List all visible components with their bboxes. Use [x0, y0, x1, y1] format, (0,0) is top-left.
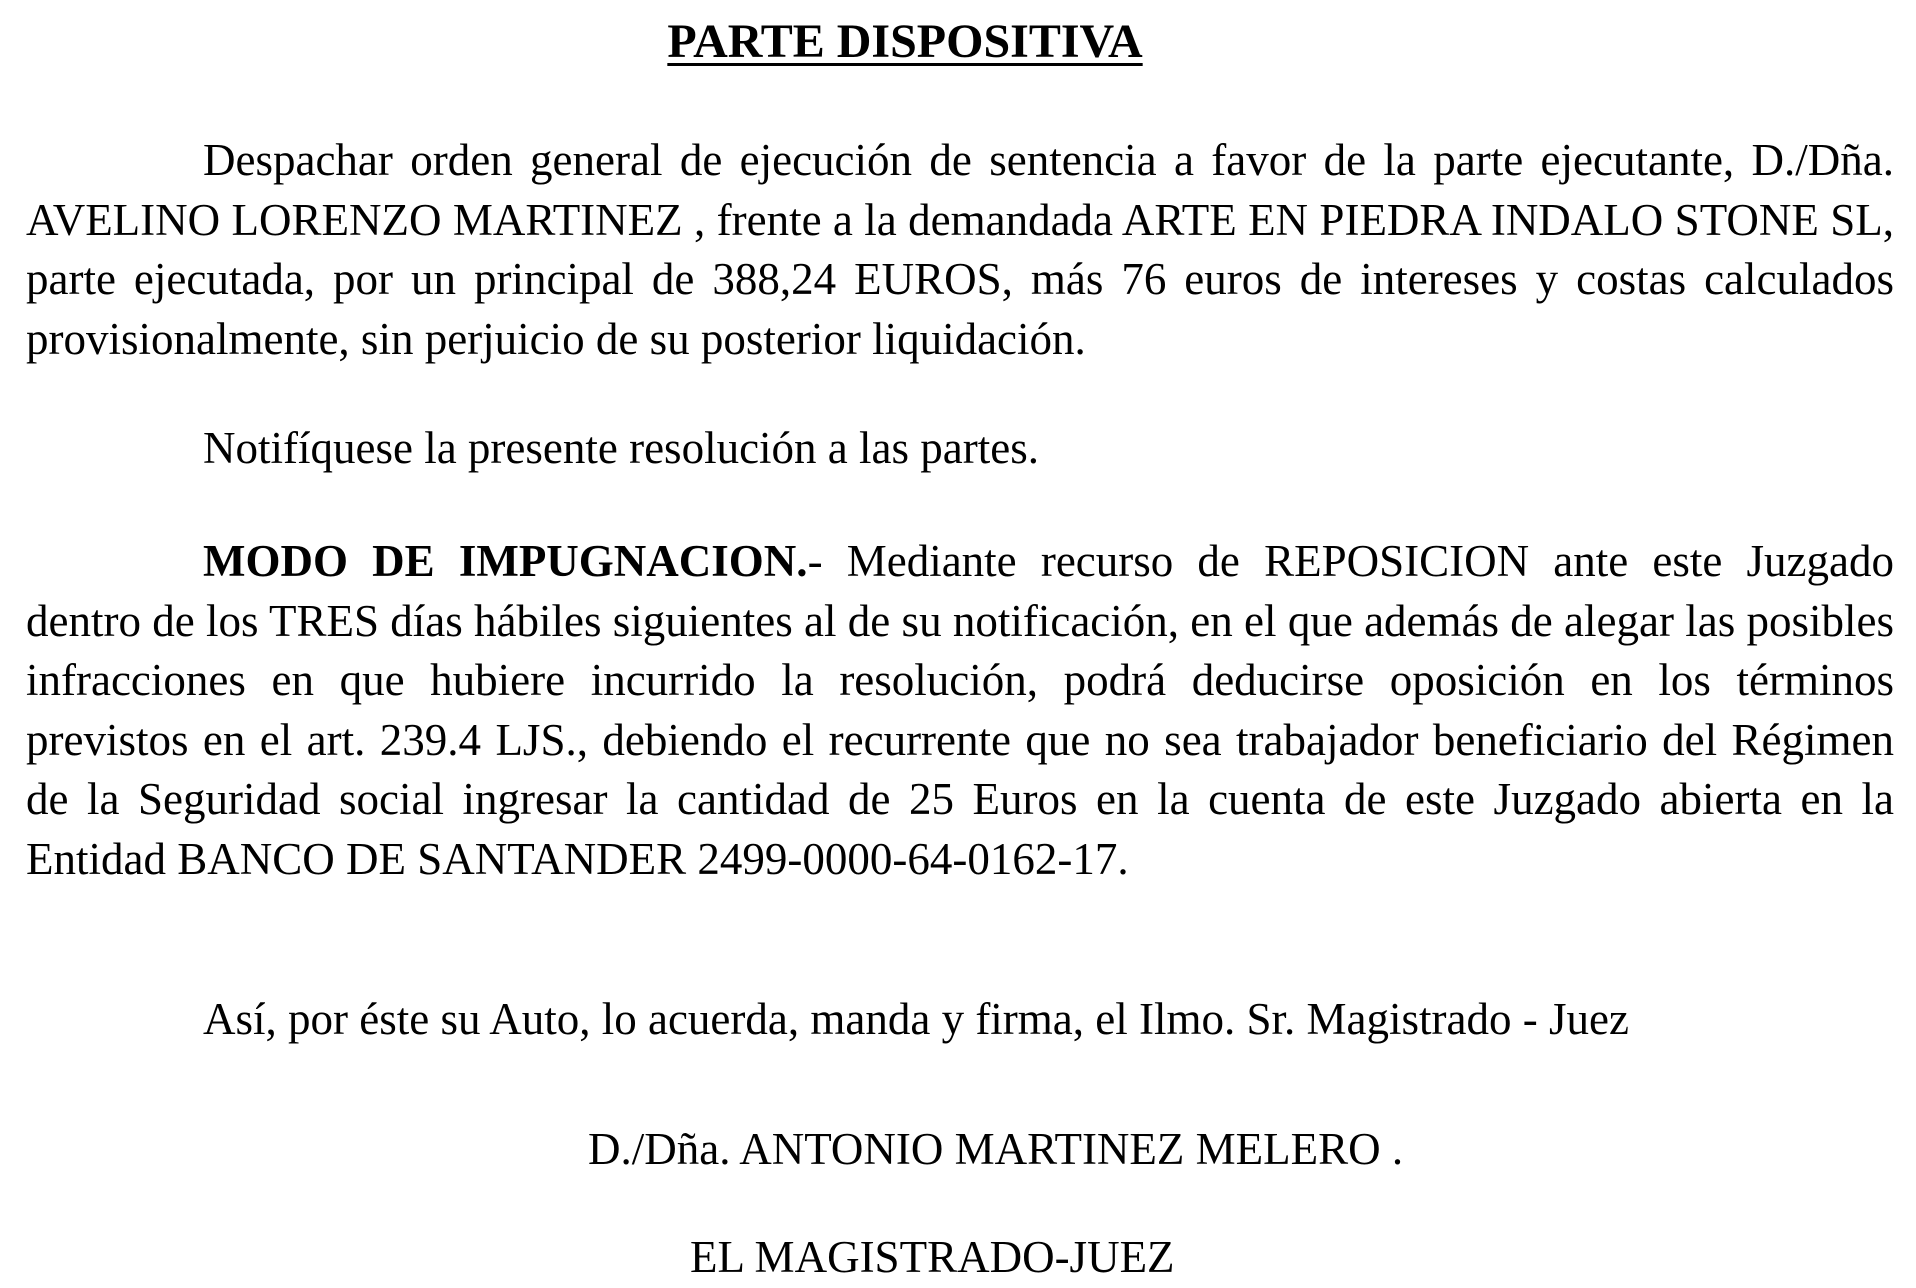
notification-paragraph: Notifíquese la presente resolución a las partes.: [203, 423, 1039, 473]
closing-paragraph: Así, por éste su Auto, lo acuerda, manda y firma, el Ilmo. Sr. Magistrado - Juez: [203, 994, 1629, 1044]
signatory-name: D./Dña. ANTONIO MARTINEZ MELERO .: [588, 1124, 1404, 1174]
document-heading: PARTE DISPOSITIVA: [667, 15, 1143, 68]
impugnation-text: - Mediante recurso de REPOSICION ante este Juzgado dentro de los TRES días hábiles siguientes al de su notificación, en el que además de alegar las posibles infracciones en que hubiere incurrido la resolución, podrá deducirse oposición en los términos previstos en el art. 239.4 LJS., debiendo el recurrente que no sea trabajador beneficiario del Régimen de la Seguridad social ingresar la cantidad de 25 Euros en la cuenta de este Juzgado abierta en la Entidad BANCO DE SANTANDER 2499-0000-64-0162-17.: [26, 536, 1894, 884]
execution-order-paragraph: Despachar orden general de ejecución de sentencia a favor de la parte ejecutante, D./Dña. AVELINO LORENZO MARTINEZ , frente a la demandada ARTE EN PIEDRA INDALO STONE SL, parte ejecutada, por un principal de 388,24 EUROS, más 76 euros de intereses y costas calculados provisionalmente, sin perjuicio de su posterior liquidación.: [26, 135, 1894, 364]
impugnation-paragraph: [26, 532, 1894, 889]
impugnation-label: MODO DE IMPUGNACION.: [203, 536, 808, 586]
signatory-title: EL MAGISTRADO-JUEZ: [690, 1232, 1175, 1282]
